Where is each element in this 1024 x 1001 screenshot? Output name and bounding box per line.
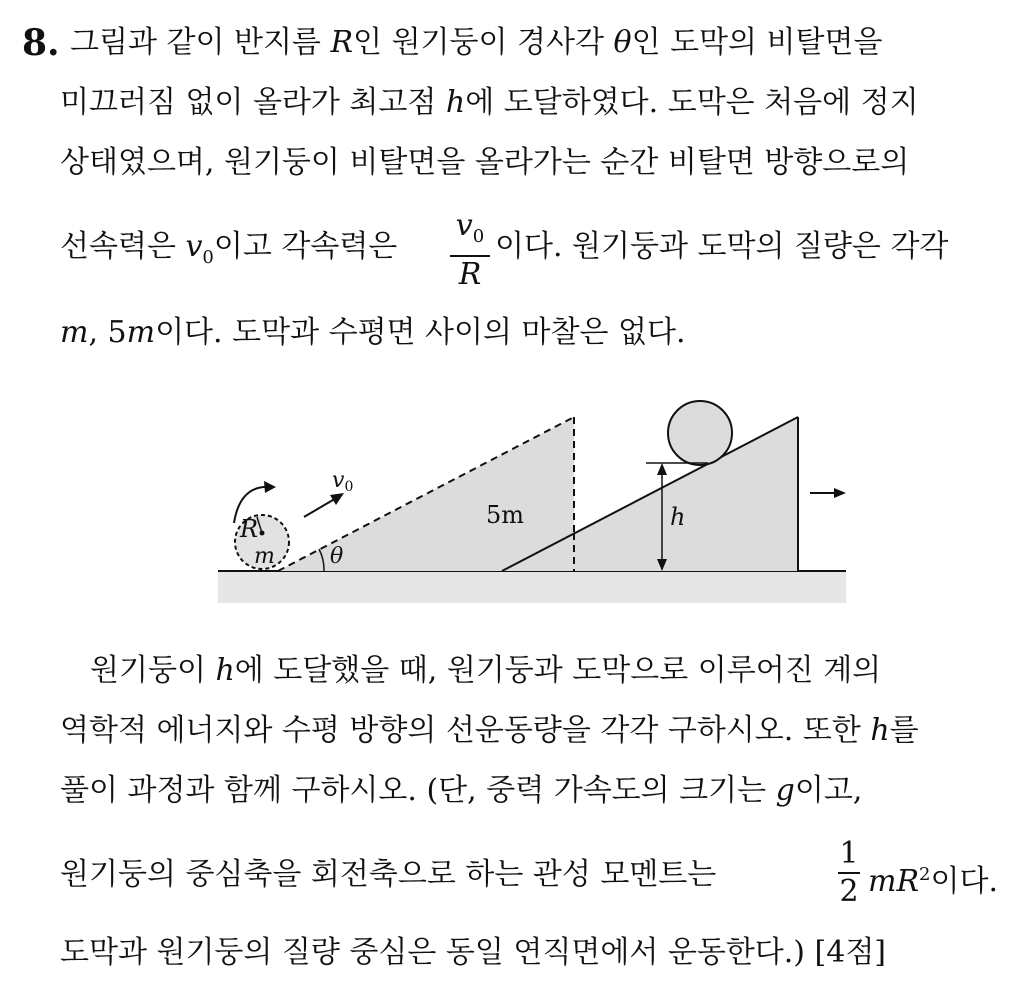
label-h: h [670, 503, 686, 531]
intro-text-4a: 선속력은 $v_0$이고 각속력은 [60, 229, 398, 268]
intro-text-4b: 이다. 원기둥과 도막의 질량은 각각 [495, 229, 949, 264]
ground-surface [218, 571, 846, 603]
intro-text-3: 상태였으며, 원기둥이 비탈면을 올라가는 순간 비탈면 방향으로의 [60, 145, 910, 180]
problem-intro-line-5 [0, 310, 1024, 356]
problem-number: 8. [22, 22, 60, 64]
question-text-3: 풀이 과정과 함께 구하시오. (단, 중력 가속도의 크기는 g이고, [60, 773, 863, 808]
fraction-v0-over-R: $v_0$ R [448, 208, 492, 293]
problem-intro-line-2 [0, 80, 1024, 126]
rotation-arrowhead [264, 481, 276, 493]
velocity-arrow [304, 497, 338, 517]
intro-text-2: 미끄러짐 없이 올라가 최고점 h에 도달하였다. 도막은 처음에 정지 [60, 85, 919, 120]
fraction-one-half: 1 2 [839, 836, 859, 909]
problem-intro-line-1 [0, 20, 1024, 66]
question-line-2 [0, 708, 1024, 754]
label-theta: θ [330, 544, 344, 569]
question-text-4b: $mR^2$이다. [868, 864, 998, 899]
label-v0: v0 [332, 468, 354, 495]
velocity-arrowhead [330, 493, 344, 505]
height-arrow-top [657, 463, 667, 475]
cylinder-final [668, 401, 732, 465]
intro-text-1: 그림과 같이 반지름 R인 원기둥이 경사각 θ인 도막의 비탈면을 [70, 25, 883, 60]
label-m: m [254, 544, 275, 569]
problem-intro-line-3 [0, 140, 1024, 186]
question-text-4a: 원기둥의 중심축을 회전축으로 하는 관성 모멘트는 [60, 857, 717, 892]
intro-text-5: m, 5m이다. 도막과 수평면 사이의 마찰은 없다. [60, 315, 686, 350]
incline-figure [210, 385, 850, 607]
question-line-3 [0, 768, 1024, 814]
question-text-5: 도막과 원기둥의 질량 중심은 동일 연직면에서 운동한다.) [4점] [60, 935, 887, 970]
label-R: R [240, 515, 259, 543]
label-5m: 5m [486, 501, 525, 529]
question-text-2: 역학적 에너지와 수평 방향의 선운동량을 각각 구하시오. 또한 h를 [60, 713, 919, 748]
question-line-4 [0, 852, 1024, 898]
problem-intro-line-4 [0, 224, 1024, 270]
question-line-5 [0, 930, 1024, 976]
question-line-1 [0, 648, 1024, 694]
wedge-motion-arrowhead [834, 488, 846, 498]
question-text-1: 원기둥이 h에 도달했을 때, 원기둥과 도막으로 이루어진 계의 [90, 653, 882, 688]
